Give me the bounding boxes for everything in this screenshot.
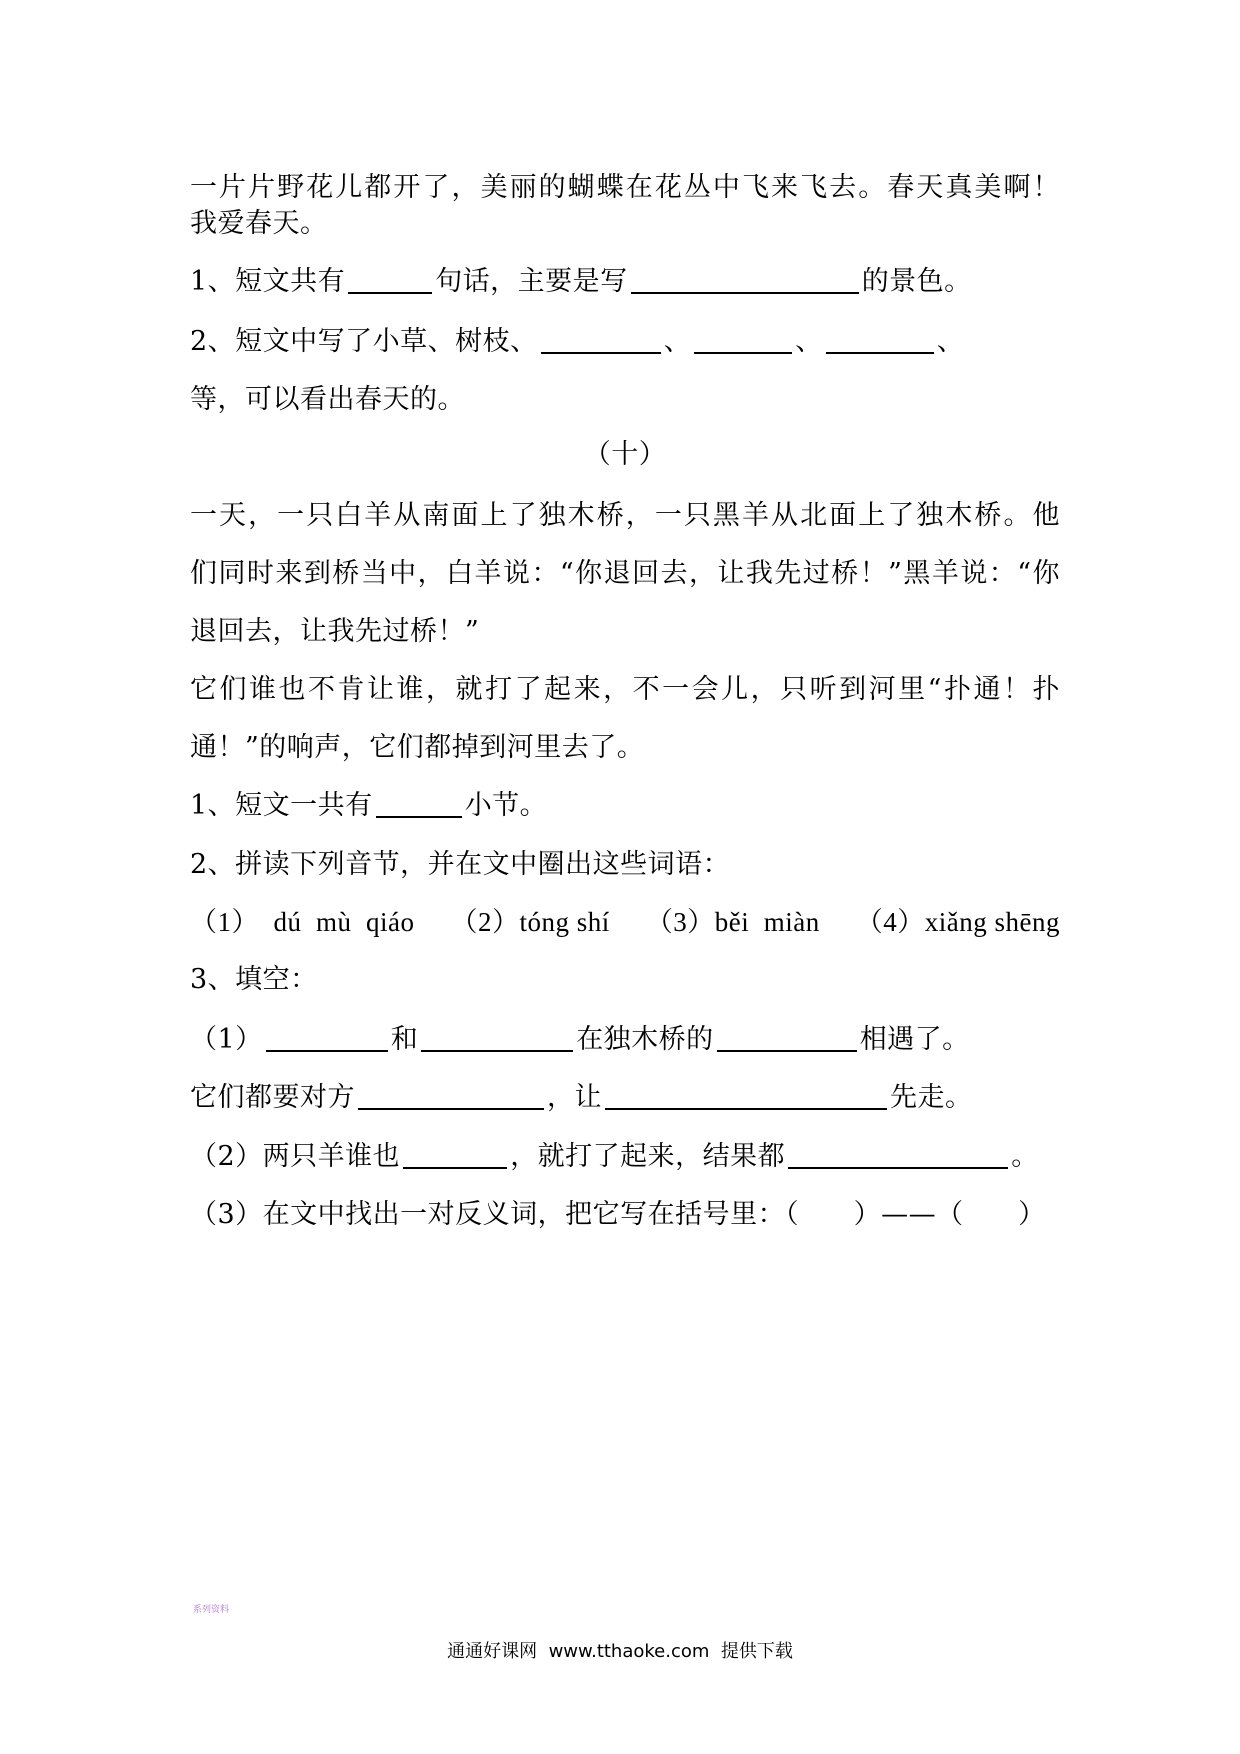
answer-blank[interactable]: [541, 324, 661, 354]
question-text: 和: [390, 1024, 419, 1055]
fill-3: （3）在文中找出一对反义词，把它写在括号里：（ ）——（ ）: [190, 1199, 1046, 1230]
answer-blank[interactable]: [717, 1022, 857, 1052]
question-text: 它们都要对方: [190, 1082, 355, 1113]
question-1: [190, 786, 1060, 826]
pinyin-item: （4）xiǎng shēng: [855, 907, 1060, 937]
question-text: 1、短文一共有: [190, 790, 373, 821]
question-text: ，就打了起来，结果都: [510, 1141, 786, 1172]
question-text: 2、短文中写了小草、树枝、: [190, 326, 538, 357]
separator: 、: [936, 326, 965, 357]
answer-blank[interactable]: [605, 1080, 887, 1110]
question-text: 在独木桥的: [576, 1024, 714, 1055]
answer-blank[interactable]: [358, 1080, 544, 1110]
answer-blank[interactable]: [694, 324, 792, 354]
question-3: 3、填空：: [190, 964, 318, 995]
pinyin-item: （1） dú mù qiáo: [190, 907, 415, 937]
question-text: 先走。: [890, 1082, 973, 1113]
answer-blank[interactable]: [826, 324, 934, 354]
answer-blank[interactable]: [403, 1139, 507, 1169]
question-text: 。: [1011, 1141, 1039, 1172]
question-2: [190, 322, 1060, 362]
passage-line: 通！”的响声，它们都掉到河里去了。: [190, 732, 645, 763]
passage-line: 退回去，让我先过桥！”: [190, 616, 480, 647]
pinyin-item: （2）tóng shí: [450, 907, 610, 937]
passage-line: 们同时来到桥当中，白羊说：“你退回去，让我先过桥！”黑羊说：“你: [190, 558, 1060, 589]
fill-2: [190, 1137, 1060, 1177]
passage-line: 一天，一只白羊从南面上了独木桥，一只黑羊从北面上了独木桥。他: [190, 500, 1060, 531]
question-text: 小节。: [464, 790, 548, 821]
question-text: 的景色。: [861, 266, 972, 297]
question-text: （2）两只羊谁也: [190, 1141, 401, 1172]
pinyin-row: [190, 902, 1060, 942]
answer-blank[interactable]: [631, 264, 859, 294]
question-text: 相遇了。: [859, 1024, 970, 1055]
passage-line: 我爱春天。: [190, 208, 328, 239]
question-2-line2: 等，可以看出春天的。: [190, 384, 465, 415]
fill-1-line2: [190, 1078, 1060, 1118]
answer-blank[interactable]: [266, 1022, 388, 1052]
answer-blank[interactable]: [421, 1022, 573, 1052]
question-1: [190, 262, 1060, 302]
answer-blank[interactable]: [376, 788, 462, 818]
question-text: （1）: [190, 1024, 263, 1055]
section-heading: （十）: [583, 439, 667, 470]
stamp-text: 系列资料: [193, 1605, 230, 1615]
passage-line: 一片片野花儿都开了，美丽的蝴蝶在花丛中飞来飞去。春天真美啊！: [190, 172, 1060, 203]
fill-1: [190, 1020, 1060, 1060]
separator: 、: [795, 326, 823, 357]
answer-blank[interactable]: [348, 264, 432, 294]
answer-blank[interactable]: [788, 1139, 1008, 1169]
separator: 、: [663, 326, 692, 357]
question-text: 1、短文共有: [190, 266, 346, 297]
question-2: 2、拼读下列音节，并在文中圈出这些词语：: [190, 849, 731, 880]
passage-line: 它们谁也不肯让谁，就打了起来，不一会儿，只听到河里“扑通！扑: [190, 674, 1060, 705]
pinyin-item: （3）běi miàn: [645, 907, 820, 937]
page-footer: 通通好课网 www.tthaoke.com 提供下载: [447, 1641, 793, 1662]
question-text: ，让: [547, 1082, 602, 1113]
question-text: 句话，主要是写: [435, 266, 628, 297]
